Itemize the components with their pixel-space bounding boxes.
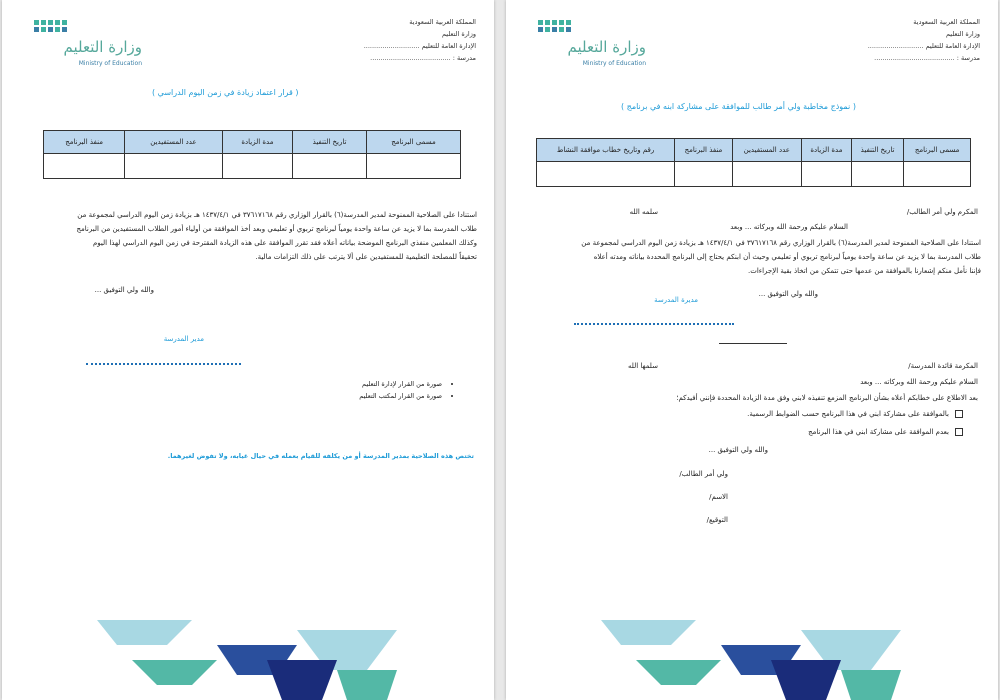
body-line: استنادا على الصلاحية الممنوحة لمدير المدرسة(٦) بالقرار الوزاري رقم ٣٧٦١٧١٦٨ في ١٤٣٧/٤/١ هـ بزيادة زمن اليوم الدراسي لمجموعة من bbox=[581, 239, 981, 247]
signature-field[interactable]: التوقيع/ bbox=[706, 516, 728, 524]
table-header: تاريخ التنفيذ bbox=[851, 139, 903, 162]
logo-icon bbox=[536, 18, 586, 38]
body-line: استنادا على الصلاحية الممنوحة لمدير المدرسة(٦) بالقرار الوزاري رقم ٣٧٦١٧١٦٨ في ١٤٣٧/٤/١ هـ بزيادة زمن اليوم الدراسي لمجموعة من bbox=[77, 211, 477, 219]
letter-body bbox=[521, 236, 981, 278]
table-header: مسمى البرنامج bbox=[904, 139, 971, 162]
header-line: وزارة التعليم bbox=[945, 30, 980, 38]
table-row bbox=[44, 154, 461, 179]
option-label: بالموافقة على مشاركة ابني في هذا البرنامج حسب الضوابط الرسمية. bbox=[747, 410, 949, 418]
table-cell[interactable] bbox=[732, 162, 801, 187]
document-page-right bbox=[506, 0, 998, 700]
ministry-logo bbox=[32, 18, 142, 73]
signature-line[interactable] bbox=[86, 363, 241, 365]
header-line: مدرسة : ....................................... bbox=[370, 54, 476, 62]
option-agree bbox=[747, 410, 963, 418]
letterhead bbox=[364, 16, 476, 64]
table-cell[interactable] bbox=[904, 162, 971, 187]
table-header: منفذ البرنامج bbox=[675, 139, 733, 162]
header-line: الإدارة العامة للتعليم ........................... bbox=[867, 42, 980, 50]
table-header: مدة الزيادة bbox=[801, 139, 851, 162]
table-cell[interactable] bbox=[222, 154, 293, 179]
table-header: رقم وتاريخ خطاب موافقة النشاط bbox=[537, 139, 675, 162]
body-line: تحقيقاً للمصلحة التعليمية للمستفيدين على ألا يترتب على ذلك التزامات مالية. bbox=[255, 253, 477, 261]
closing-text-2: والله ولي التوفيق ... bbox=[708, 446, 768, 454]
footer-decoration-icon bbox=[601, 620, 901, 700]
greeting: السلام عليكم ورحمة الله وبركاته ... وبعد bbox=[730, 223, 848, 231]
table-cell[interactable] bbox=[366, 154, 460, 179]
body-line: طلاب المدرسة بما لا يزيد عن ساعة واحدة يومياً لبرنامج تربوي أو تعليمي وحيث أن ابنكم يحتاج إلى البرنامج المحددة بياناته ومدته أعلاه bbox=[593, 253, 981, 261]
signature-title: مدير المدرسة bbox=[163, 335, 204, 343]
body-line: وكذلك المعلمين منفذي البرنامج الموضحة بياناته أعلاه فقد تقرر الموافقة على هذه الزيادة المقترحة في زمن اليوم الدراسي لهذا اليوم bbox=[92, 239, 477, 247]
body-line: طلاب المدرسة بما لا يزيد عن ساعة واحدة يومياً لبرنامج تربوي أو تعليمي وبعد أخذ الموافقة من أولياء أمور الطلاب المستفيدين من البرنامج bbox=[76, 225, 477, 233]
header-line: وزارة التعليم bbox=[441, 30, 476, 38]
table-cell[interactable] bbox=[851, 162, 903, 187]
table-header: منفذ البرنامج bbox=[44, 131, 125, 154]
name-field[interactable]: الاسم/ bbox=[709, 493, 728, 501]
decision-body bbox=[17, 208, 477, 264]
reply-body: بعد الاطلاع على خطابكم أعلاه بشأن البرنامج المزمع تنفيذه لابني وفق مدة الزيادة المحددة فإنني أفيدكم؛ bbox=[676, 394, 978, 402]
table-cell[interactable] bbox=[125, 154, 222, 179]
letterhead bbox=[868, 16, 980, 64]
reply-to: المكرمة قائدة المدرسة/ bbox=[908, 362, 978, 370]
table-header-row bbox=[537, 139, 971, 162]
logo-arabic-text: وزارة التعليم bbox=[63, 38, 142, 56]
table-cell[interactable] bbox=[293, 154, 367, 179]
table-row bbox=[537, 162, 971, 187]
document-title: ( قرار اعتماد زيادة في زمن اليوم الدراسي ) bbox=[152, 88, 299, 97]
header-line: مدرسة : ....................................... bbox=[874, 54, 980, 62]
table-header: عدد المستفيدين bbox=[125, 131, 222, 154]
salutation-to: المكرم ولي أمر الطالب/ bbox=[906, 208, 978, 216]
program-table bbox=[43, 130, 461, 179]
reply-right: سلمها الله bbox=[628, 362, 658, 370]
table-header: مدة الزيادة bbox=[222, 131, 293, 154]
table-header: عدد المستفيدين bbox=[732, 139, 801, 162]
table-cell[interactable] bbox=[537, 162, 675, 187]
agree-checkbox[interactable] bbox=[955, 410, 963, 418]
table-cell[interactable] bbox=[44, 154, 125, 179]
logo-arabic-text: وزارة التعليم bbox=[567, 38, 646, 56]
program-table bbox=[536, 138, 971, 187]
option-disagree bbox=[808, 428, 963, 436]
table-header: مسمى البرنامج bbox=[366, 131, 460, 154]
copies-list bbox=[359, 378, 454, 402]
table-cell[interactable] bbox=[801, 162, 851, 187]
closing-text: والله ولي التوفيق ... bbox=[758, 290, 818, 298]
table-cell[interactable] bbox=[675, 162, 733, 187]
guardian-field[interactable]: ولي أمر الطالب/ bbox=[679, 470, 728, 478]
signature-line[interactable] bbox=[574, 323, 734, 325]
logo-english-text: Ministry of Education bbox=[582, 60, 646, 67]
ministry-logo bbox=[536, 18, 646, 73]
header-line: المملكة العربية السعودية bbox=[409, 18, 476, 26]
footer-decoration-icon bbox=[97, 620, 397, 700]
document-page-left bbox=[2, 0, 494, 700]
separator-line bbox=[719, 343, 787, 344]
document-title: ( نموذج مخاطبة ولي أمر طالب للموافقة على مشاركة ابنه في برنامج ) bbox=[621, 102, 856, 111]
table-header-row bbox=[44, 131, 461, 154]
reply-greeting: السلام عليكم ورحمة الله وبركاته ... وبعد bbox=[860, 378, 978, 386]
logo-english-text: Ministry of Education bbox=[78, 60, 142, 67]
authority-note: تختص هذه الصلاحية بمدير المدرسة أو من يكلفه للقيام بعمله في حيال غيابه، ولا تفوض لغيرهما. bbox=[167, 452, 474, 460]
body-line: فإننا نأمل منكم إشعارنا بالموافقة من عدمها حتى تتمكن من اتخاذ بقية الإجراءات. bbox=[748, 267, 981, 275]
option-label: بعدم الموافقة على مشاركة ابني في هذا البرنامج bbox=[808, 428, 949, 436]
signature-title: مديرة المدرسة bbox=[654, 296, 698, 304]
closing-text: والله ولي التوفيق ... bbox=[94, 286, 154, 294]
salutation-right: سلمه الله bbox=[629, 208, 658, 216]
header-line: الإدارة العامة للتعليم ........................... bbox=[363, 42, 476, 50]
copy-item: • صورة من القرار لمكتب التعليم bbox=[359, 390, 442, 402]
header-line: المملكة العربية السعودية bbox=[913, 18, 980, 26]
copy-item: • صورة من القرار لإدارة التعليم bbox=[359, 378, 442, 390]
disagree-checkbox[interactable] bbox=[955, 428, 963, 436]
table-header: تاريخ التنفيذ bbox=[293, 131, 367, 154]
logo-icon bbox=[32, 18, 82, 38]
